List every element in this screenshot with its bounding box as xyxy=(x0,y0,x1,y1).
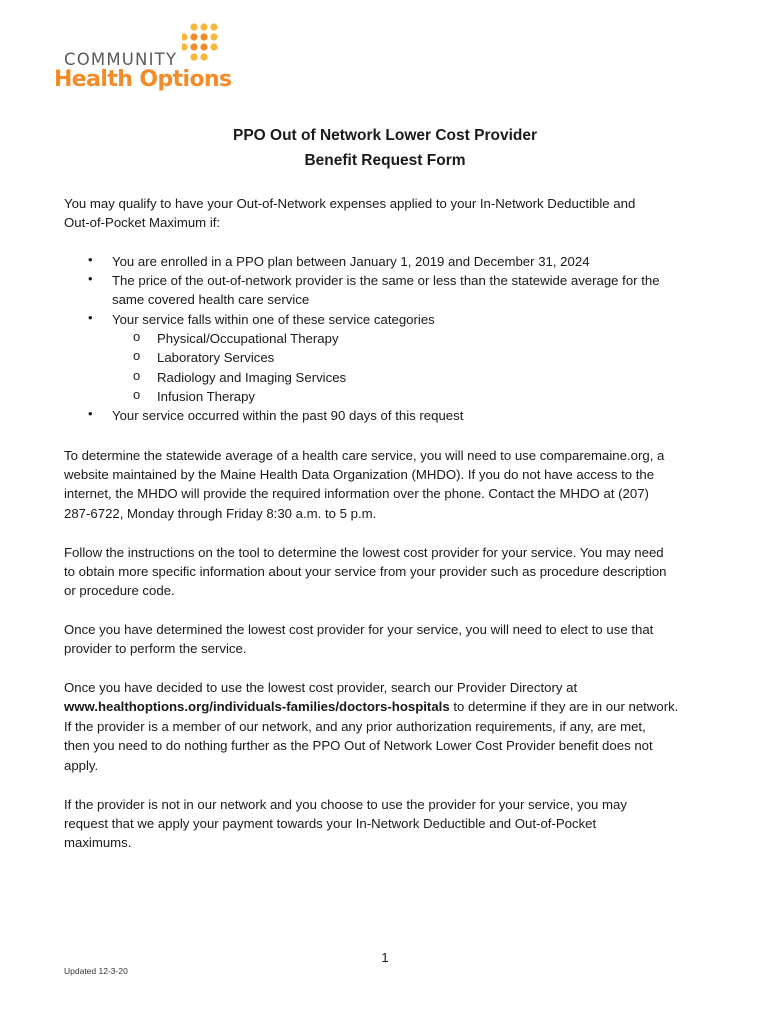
page-number: 1 xyxy=(381,950,389,965)
paragraph-line: Once you have determined the lowest cost provider for your service, you will need to elect to use that xyxy=(64,622,654,637)
provider-directory-link[interactable]: www.healthoptions.org/individuals-families/doctors-hospitals xyxy=(64,699,450,714)
criteria-item: Your service falls within one of these service categories xyxy=(112,312,435,327)
paragraph-line: To determine the statewide average of a health care service, you will need to use comparemaine.org, a xyxy=(64,448,665,463)
paragraph-line: or procedure code. xyxy=(64,583,175,598)
logo-health-options-text: Health Options xyxy=(54,67,232,92)
paragraph-line xyxy=(64,697,678,717)
logo-community-text: COMMUNITY xyxy=(64,50,178,69)
sub-bullet-icon: o xyxy=(133,329,141,344)
paragraph-line: internet, the MHDO will provide the required information over the phone. Contact the MHDO at (207) xyxy=(64,486,649,501)
service-category: Physical/Occupational Therapy xyxy=(157,331,339,346)
paragraph-line: then you need to do nothing further as the PPO Out of Network Lower Cost Provider benefit does not xyxy=(64,738,653,753)
paragraph-line: apply. xyxy=(64,758,99,773)
paragraph-line: Follow the instructions on the tool to determine the lowest cost provider for your service. You may need xyxy=(64,545,664,560)
criteria-item: Your service occurred within the past 90 days of this request xyxy=(112,408,464,423)
paragraph-line: Once you have decided to use the lowest cost provider, search our Provider Directory at xyxy=(64,680,578,695)
bullet-icon: • xyxy=(88,310,93,325)
community-health-options-logo xyxy=(54,22,234,98)
updated-date: Updated 12-3-20 xyxy=(64,966,128,976)
bullet-icon: • xyxy=(88,406,93,421)
paragraph-line: provider to perform the service. xyxy=(64,641,247,656)
paragraph-line: website maintained by the Maine Health Data Organization (MHDO). If you do not have access to the xyxy=(64,467,655,482)
sub-bullet-icon: o xyxy=(133,387,141,402)
paragraph-line: request that we apply your payment towards your In-Network Deductible and Out-of-Pocket xyxy=(64,816,597,831)
sub-bullet-icon: o xyxy=(133,368,141,383)
bullet-icon: • xyxy=(88,252,93,267)
paragraph-line: 287-6722, Monday through Friday 8:30 a.m. to 5 p.m. xyxy=(64,506,377,521)
intro-line: Out-of-Pocket Maximum if: xyxy=(64,215,221,230)
service-category: Radiology and Imaging Services xyxy=(157,370,347,385)
paragraph-text: to determine if they are in our network. xyxy=(449,699,679,714)
paragraph-line: to obtain more specific information about your service from your provider such as procedure description xyxy=(64,564,667,579)
bullet-icon: • xyxy=(88,271,93,286)
form-title-line-2: Benefit Request Form xyxy=(304,152,466,169)
form-title-line-1: PPO Out of Network Lower Cost Provider xyxy=(232,127,537,144)
sub-bullet-icon: o xyxy=(133,348,141,363)
criteria-item-continued: same covered health care service xyxy=(112,292,310,307)
paragraph-line: If the provider is not in our network and you choose to use the provider for your service, you may xyxy=(64,797,627,812)
intro-line: You may qualify to have your Out-of-Network expenses applied to your In-Network Deductible and xyxy=(64,196,636,211)
criteria-item: The price of the out-of-network provider is the same or less than the statewide average for the xyxy=(112,273,660,288)
paragraph-line: If the provider is a member of our network, and any prior authorization requirements, if any, are met, xyxy=(64,719,646,734)
paragraph-line: maximums. xyxy=(64,835,132,850)
criteria-item: You are enrolled in a PPO plan between January 1, 2019 and December 31, 2024 xyxy=(112,254,590,269)
service-category: Laboratory Services xyxy=(157,350,275,365)
logo-dots-icon xyxy=(182,22,232,66)
service-category: Infusion Therapy xyxy=(157,389,255,404)
